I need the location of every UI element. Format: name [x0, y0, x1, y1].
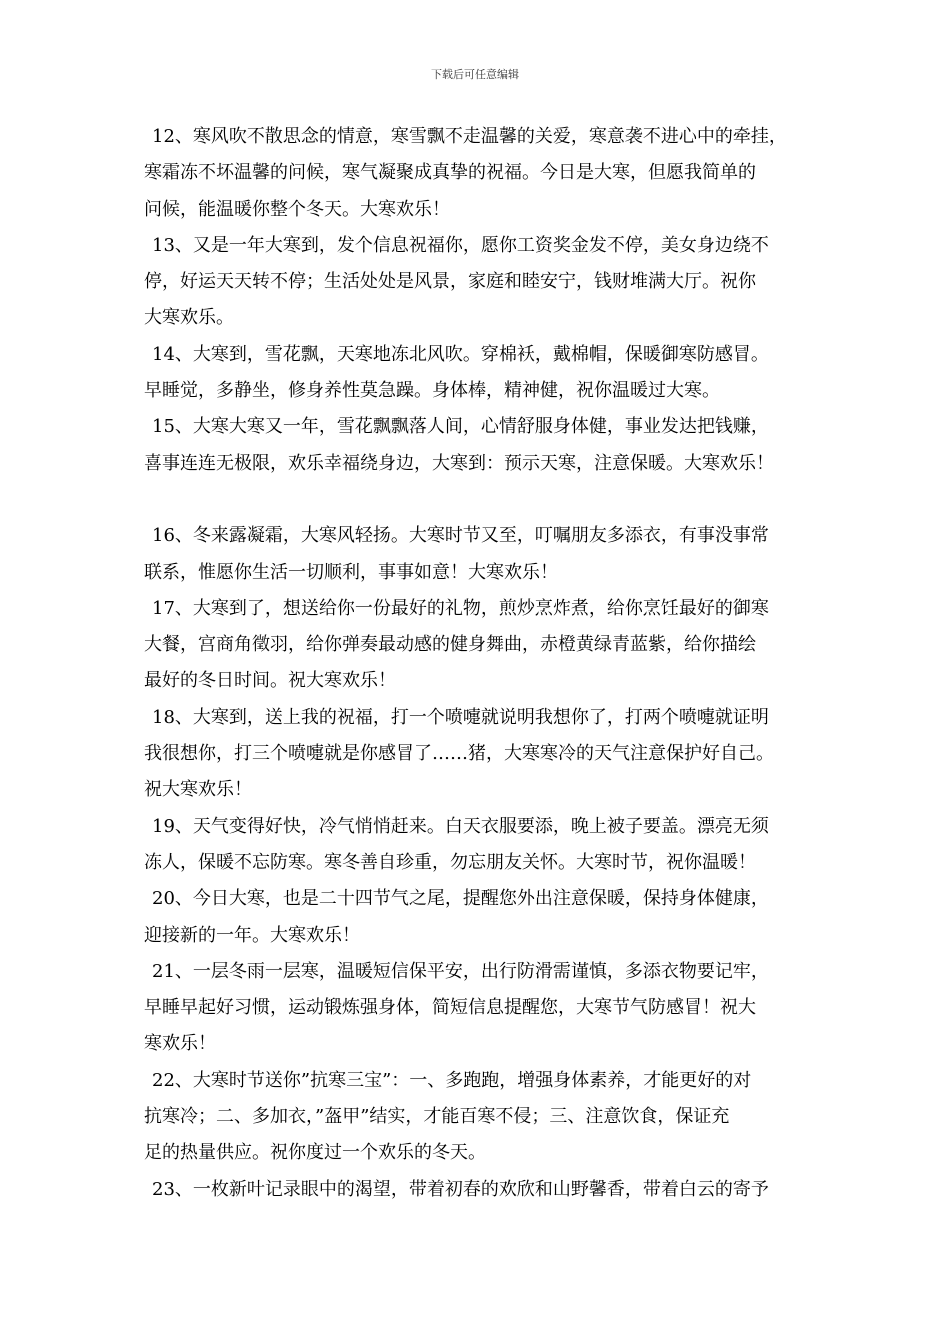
text-line: 早睡早起好习惯，运动锻炼强身体，简短信息提醒您，大寒节气防感冒！祝大: [144, 997, 756, 1019]
text-line: 迎接新的一年。大寒欢乐！: [144, 924, 360, 946]
text-line: 大餐，宫商角徵羽，给你弹奏最动感的健身舞曲，赤橙黄绿青蓝紫，给你描绘: [144, 634, 756, 656]
text-line: 20、今日大寒，也是二十四节气之尾，提醒您外出注意保暖，保持身体健康，: [152, 888, 769, 910]
document-body: [144, 119, 824, 1208]
text-line: 喜事连连无极限，欢乐幸福绕身边，大寒到：预示天寒，注意保暖。大寒欢乐！: [144, 452, 774, 474]
text-line: 21、一层冬雨一层寒，温暖短信保平安，出行防滑需谨慎，多添衣物要记牢，: [152, 960, 769, 982]
text-line: 停，好运天天转不停；生活处处是风景，家庭和睦安宁，钱财堆满大厅。祝你: [144, 271, 756, 293]
text-line: 问候，能温暖你整个冬天。大寒欢乐！: [144, 198, 450, 220]
blank-line: [144, 482, 824, 518]
text-line: 12、寒风吹不散思念的情意，寒雪飘不走温馨的关爱，寒意袭不进心中的牵挂，: [152, 126, 787, 147]
text-line: 22、大寒时节送你”抗寒三宝”：一、多跑跑，增强身体素养，才能更好的对: [152, 1069, 752, 1091]
page-header: 下载后可任意编辑: [431, 68, 519, 81]
text-line: 寒欢乐！: [144, 1033, 216, 1055]
text-line: 16、冬来露凝霜，大寒风轻扬。大寒时节又至，叮嘱朋友多添衣，有事没事常: [152, 525, 769, 547]
text-line: 最好的冬日时间。祝大寒欢乐！: [144, 670, 396, 692]
text-line: 19、天气变得好快，冷气悄悄赶来。白天衣服要添，晚上被子要盖。漂亮无须: [152, 815, 769, 837]
text-line: 冻人，保暖不忘防寒。寒冬善自珍重，勿忘朋友关怀。大寒时节，祝你温暖！: [144, 851, 756, 873]
text-line: 寒霜冻不坏温馨的问候，寒气凝聚成真挚的祝福。今日是大寒，但愿我简单的: [144, 162, 756, 184]
text-line: 15、大寒大寒又一年，雪花飘飘落人间，心情舒服身体健，事业发达把钱赚，: [152, 416, 769, 438]
text-line: 13、又是一年大寒到，发个信息祝福你，愿你工资奖金发不停，美女身边绕不: [152, 234, 769, 256]
text-line: 18、大寒到，送上我的祝福，打一个喷嚏就说明我想你了，打两个喷嚏就证明: [152, 706, 769, 728]
text-line: 14、大寒到，雪花飘，天寒地冻北风吹。穿棉袄，戴棉帽，保暖御寒防感冒。: [152, 343, 769, 365]
text-line: 23、一枚新叶记录眼中的渴望，带着初春的欢欣和山野馨香，带着白云的寄予: [152, 1178, 769, 1200]
text-line: 大寒欢乐。: [144, 307, 234, 329]
text-line: 足的热量供应。祝你度过一个欢乐的冬天。: [144, 1142, 486, 1164]
text-line: 17、大寒到了，想送给你一份最好的礼物，煎炒烹炸煮，给你烹饪最好的御寒: [152, 597, 769, 619]
text-line: 早睡觉，多静坐，修身养性莫急躁。身体棒，精神健，祝你温暖过大寒。: [144, 380, 720, 402]
text-line: 祝大寒欢乐！: [144, 779, 252, 801]
text-line: 抗寒冷；二、多加衣，”盔甲”结实，才能百寒不侵；三、注意饮食，保证充: [144, 1106, 730, 1128]
text-line: 我很想你，打三个喷嚏就是你感冒了……猪，大寒寒冷的天气注意保护好自己。: [144, 743, 774, 765]
text-line: 联系，惟愿你生活一切顺利，事事如意！大寒欢乐！: [144, 561, 558, 583]
